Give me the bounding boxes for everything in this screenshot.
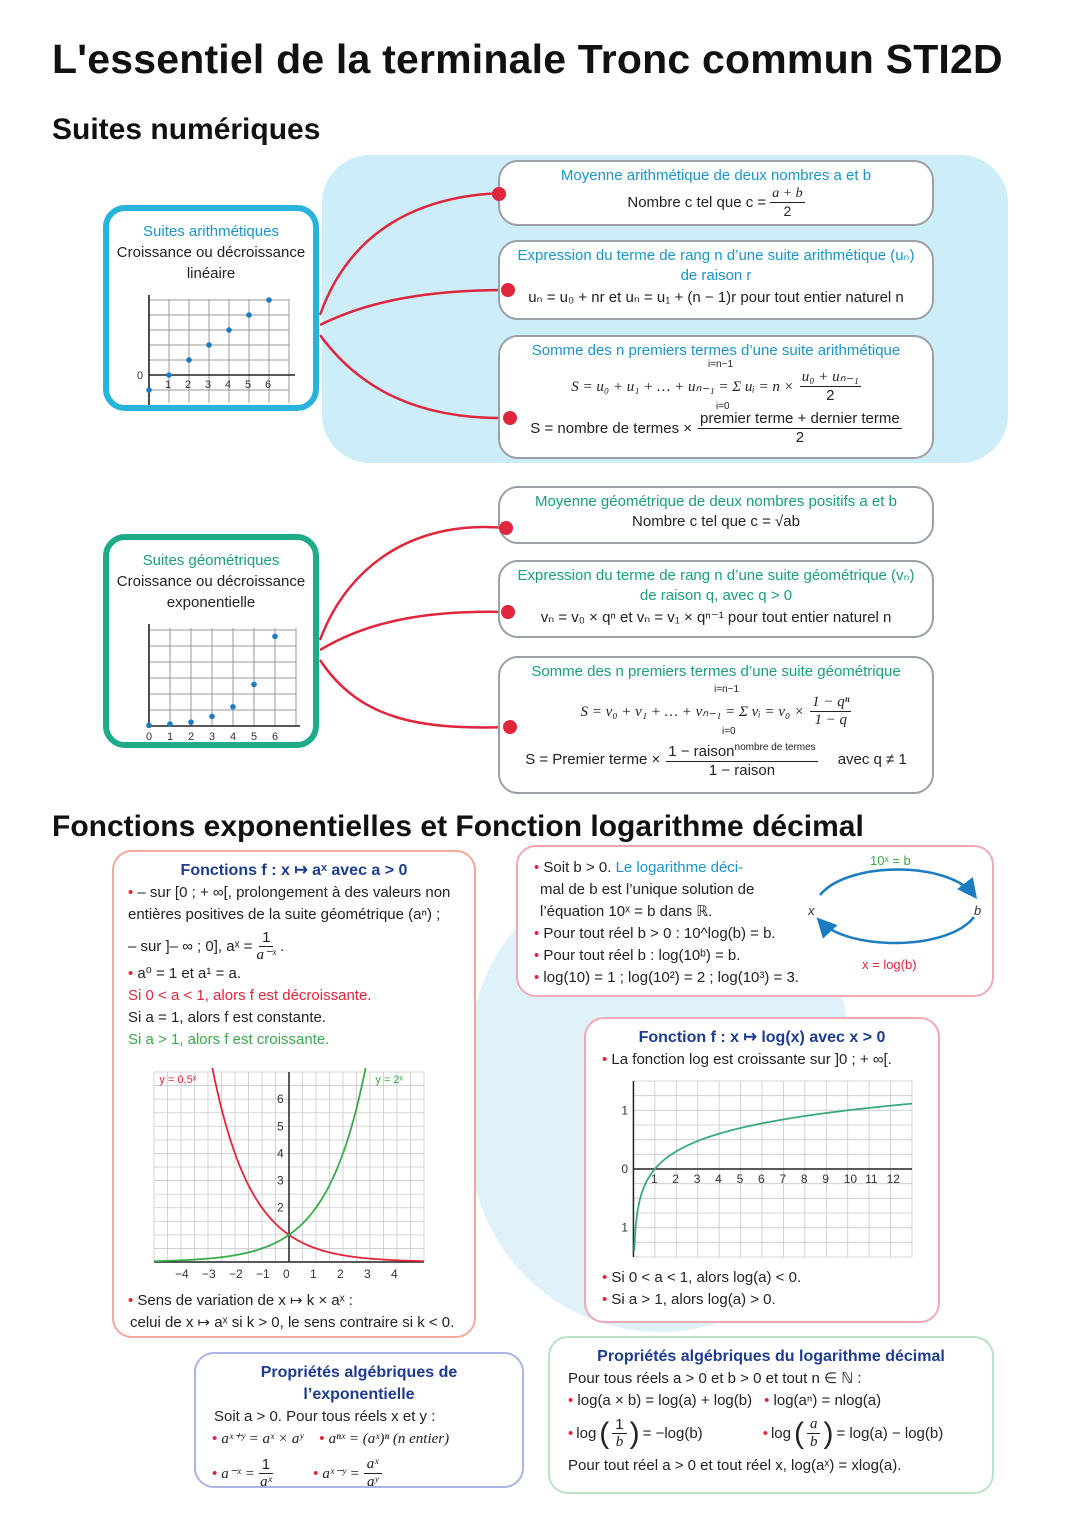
x-tick: 4	[391, 1267, 398, 1281]
geo-card-mean	[498, 486, 934, 544]
y-tick: 4	[277, 1146, 284, 1161]
data-point	[206, 342, 212, 348]
arith-chart	[131, 291, 301, 409]
logfn-line3: • Si a > 1, alors log(a) > 0.	[602, 1291, 776, 1308]
expo-line7: Si a > 1, alors f est croissante.	[128, 1031, 330, 1048]
propexp-line3b-den: aʸ	[366, 1474, 379, 1490]
expo-line1: • – sur [0 ; + ∞[, prolongement à des valeurs non	[128, 884, 451, 901]
proplog-line3a-pre: log	[576, 1424, 597, 1442]
logdef-diagram-b: b	[974, 903, 982, 918]
x-tick: 5	[251, 731, 258, 743]
arith-card-term-text: uₙ = u₀ + nr et uₙ = u₁ + (n − 1)r pour tout entier naturel n	[528, 289, 904, 306]
x-tick: −2	[229, 1267, 243, 1281]
arith-box-title: Suites arithmétiques	[143, 223, 279, 240]
x-tick: 1	[310, 1267, 317, 1281]
geo-card-term-title: Expression du terme de rang n d’une suite géométrique (vₙ)	[517, 567, 915, 584]
y-tick: 3	[277, 1173, 284, 1188]
x-tick: 5	[736, 1172, 744, 1186]
y-tick: 1	[621, 1220, 629, 1235]
proplog-block: Propriétés algébriques du logarithme décimal Pour tous réels a > 0 et b > 0 et tout n ∈ ℕ : • log(a × b) = log(a) + log(b) • log(aⁿ) = nlog(a) • log ( $\frac{1}{b}$ ) = −log(b) • log ( $\frac{a}{b}$ ) = log(a) − log(b) Pour tout réel a > 0 et tout réel x, log(aˣ) = xlog(a).	[548, 1336, 994, 1494]
expo-line3-den: a⁻ˣ	[256, 947, 277, 963]
x-tick: 0	[146, 731, 153, 743]
x-tick: 11	[865, 1172, 878, 1186]
x-tick: 2	[337, 1267, 344, 1281]
y-tick: 6	[277, 1092, 284, 1107]
data-point	[266, 297, 272, 303]
expo-line2: entières positives de la suite géométrique (aⁿ) ;	[128, 906, 441, 923]
x-tick: 1	[650, 1172, 658, 1186]
geo-card-sum-title: Somme des n premiers termes d’une suite géométrique	[531, 663, 901, 680]
arith-card-mean	[498, 160, 934, 226]
proplog-line1: Pour tous réels a > 0 et b > 0 et tout n ∈ ℕ :	[568, 1370, 862, 1387]
data-point	[209, 714, 215, 720]
geo-box-text1: Croissance ou décroissance	[116, 573, 306, 590]
arith-card-sum-line2: S = nombre de termes ×	[530, 419, 693, 437]
geo-card-sum-line2-sup: nombre de termes	[734, 742, 816, 753]
arith-dot-3	[503, 411, 517, 425]
x-tick: 3	[364, 1267, 371, 1281]
x-tick: 3	[693, 1172, 701, 1186]
propexp-title: Propriétés algébriques de l’exponentielle	[260, 1364, 458, 1403]
proplog-line3a-post: = −log(b)	[642, 1424, 703, 1442]
x-tick: −3	[202, 1267, 216, 1281]
data-point	[167, 721, 173, 727]
data-point	[246, 312, 252, 318]
logdef-line4: • Pour tout réel b > 0 : 10^log(b) = b.	[534, 925, 776, 942]
x-tick: 9	[822, 1172, 829, 1186]
geo-card-sum-line2-end: avec q ≠ 1	[837, 750, 907, 768]
x-tick: 10	[843, 1172, 858, 1186]
geo-chart	[131, 622, 301, 746]
x-tick: 5	[245, 379, 252, 391]
series-line-0	[212, 1068, 424, 1261]
x-tick: 4	[715, 1172, 722, 1186]
proplog-line3b-den: b	[809, 1434, 818, 1450]
x-tick: 2	[185, 379, 192, 391]
x-tick: 6	[272, 731, 279, 743]
arith-box	[103, 205, 319, 411]
arith-card-mean-num: a + b	[772, 186, 803, 201]
y-tick: 5	[277, 1119, 284, 1134]
y-tick: 1	[621, 1103, 629, 1118]
series-label: y = 0,5ˣ	[159, 1073, 197, 1086]
proplog-line3a-den: b	[615, 1434, 624, 1450]
logdef-diagram-bottom: x = log(b)	[862, 957, 917, 972]
x-tick: 4	[225, 379, 232, 391]
logdef-diagram-x: x	[808, 903, 815, 918]
arith-card-term	[498, 240, 934, 320]
propexp-line2b: • aⁿˣ = (aˣ)ⁿ (n entier)	[319, 1430, 450, 1447]
propexp-line3a-den: aˣ	[260, 1474, 272, 1490]
x-tick: 1	[167, 731, 174, 743]
data-point	[251, 682, 257, 688]
propexp-line2a: • aˣ⁺ʸ = aˣ × aʸ	[212, 1430, 304, 1447]
proplog-line3b-pre: log	[770, 1424, 791, 1442]
logdef-line3: l’équation 10ˣ = b dans ℝ.	[540, 903, 713, 920]
x-tick: 8	[800, 1172, 808, 1186]
y-tick: 2	[277, 1200, 284, 1215]
logfn-line1: • La fonction log est croissante sur ]0 ; + ∞[.	[602, 1051, 892, 1068]
geo-card-sum-num: 1 − qⁿ	[812, 694, 850, 710]
geo-card-sum-line2-num: 1 − raison	[668, 743, 735, 760]
data-point	[230, 704, 236, 710]
propexp-line3a-num: 1	[259, 1456, 273, 1474]
geo-box-title: Suites géométriques	[142, 552, 280, 569]
logdef-diagram	[808, 851, 988, 975]
data-point	[226, 327, 232, 333]
propexp-block: Propriétés algébriques de l’exponentielle Soit a > 0. Pour tous réels x et y : • aˣ⁺ʸ = aˣ × aʸ • aⁿˣ = (aˣ)ⁿ (n entier) • a⁻ˣ = $\frac{1}{\text{aˣ}}$ • aˣ⁻ʸ = $\frac{\text{aˣ}}{\text{aʸ}}$	[194, 1352, 524, 1488]
propexp-line3b-num: aˣ	[364, 1456, 382, 1474]
x-tick: 2	[672, 1172, 679, 1186]
logdef-line2: mal de b est l’unique solution de	[540, 881, 755, 898]
x-tick: 4	[230, 731, 237, 743]
logdef-block	[516, 845, 994, 997]
data-point	[186, 357, 192, 363]
expo-line5: Si 0 < a < 1, alors f est décroissante.	[128, 987, 372, 1004]
arith-card-sum-line2-den: 2	[795, 429, 805, 446]
arith-card-sum-title: Somme des n premiers termes d’une suite arithmétique	[531, 342, 901, 359]
expo-line3: – sur ]– ∞ ; 0], aˣ =	[128, 937, 253, 955]
arith-dot-2	[501, 283, 515, 297]
expo-line8: • Sens de variation de x ↦ k × aˣ :	[128, 1292, 353, 1309]
arith-card-sum-top: i=n−1	[708, 359, 734, 370]
origin-label: 0	[137, 370, 144, 382]
geo-card-term-text: vₙ = v₀ × qⁿ et vₙ = v₁ × qⁿ⁻¹ pour tout entier naturel n	[540, 609, 892, 626]
x-tick: 0	[283, 1267, 290, 1281]
expo-chart	[148, 1068, 448, 1288]
proplog-title: Propriétés algébriques du logarithme décimal	[597, 1348, 945, 1365]
data-point	[166, 372, 172, 378]
proplog-line3b-num: a	[807, 1416, 821, 1434]
geo-card-sum	[498, 656, 934, 794]
geo-dot-2	[501, 605, 515, 619]
expo-line3-num: 1	[259, 930, 273, 947]
geo-card-mean-title: Moyenne géométrique de deux nombres positifs a et b	[535, 493, 897, 510]
geo-card-sum-line2: S = Premier terme ×	[525, 750, 661, 768]
y-tick: 0	[621, 1162, 629, 1176]
logfn-block	[584, 1017, 940, 1323]
expo-line4: • a⁰ = 1 et a¹ = a.	[128, 965, 242, 982]
x-tick: −1	[256, 1267, 270, 1281]
series-line-1	[154, 1068, 366, 1261]
logdef-diagram-top: 10ˣ = b	[870, 853, 911, 868]
logfn-line2: • Si 0 < a < 1, alors log(a) < 0.	[602, 1269, 802, 1286]
logfn-chart	[602, 1077, 922, 1267]
x-tick: 2	[188, 731, 195, 743]
geo-card-sum-line2-den: 1 − raison	[708, 762, 776, 779]
proplog-line2a: • log(a × b) = log(a) + log(b)	[568, 1392, 753, 1409]
series-label: y = 2ˣ	[375, 1073, 404, 1086]
arith-card-sum-bot: i=0	[716, 401, 730, 412]
x-tick: 1	[165, 379, 172, 391]
geo-card-term-title2: de raison q, avec q > 0	[639, 587, 793, 604]
x-tick: 6	[265, 379, 272, 391]
geo-dot-3	[503, 720, 517, 734]
logdef-line6: • log(10) = 1 ; log(10²) = 2 ; log(10³) = 3.	[534, 969, 799, 986]
logdef-line1: • Soit b > 0. Le logarithme déci-	[534, 859, 744, 876]
arith-card-mean-text: Nombre c tel que c =	[627, 193, 767, 211]
geo-card-sum-bot: i=0	[722, 726, 736, 737]
arith-card-term-title2: de raison r	[680, 267, 752, 284]
geo-dot-1	[499, 521, 513, 535]
data-point	[146, 387, 152, 393]
proplog-line3a-num: 1	[612, 1416, 626, 1434]
x-tick: 3	[205, 379, 212, 391]
geo-card-mean-text: Nombre c tel que c = √ab	[632, 513, 800, 530]
proplog-line2b: • log(aⁿ) = nlog(a)	[764, 1392, 882, 1409]
geo-card-term	[498, 560, 934, 638]
logdef-line5: • Pour tout réel b : log(10ᵇ) = b.	[534, 947, 741, 964]
data-point	[272, 634, 278, 640]
geo-box-text2: exponentielle	[166, 594, 256, 611]
arith-card-term-title: Expression du terme de rang n d’une suite arithmétique (uₙ)	[517, 247, 915, 264]
arith-card-sum-formula: S = u₀ + u₁ + … + uₙ₋₁ = Σ uᵢ = n ×	[571, 378, 794, 395]
geo-box	[103, 534, 319, 748]
arith-card-sum	[498, 335, 934, 459]
geo-card-sum-formula: S = v₀ + v₁ + … + vₙ₋₁ = Σ vᵢ = v₀ ×	[580, 703, 805, 720]
expo-title: Fonctions f : x ↦ aˣ avec a > 0	[180, 862, 408, 879]
arith-card-sum-line2-num: premier terme + dernier terme	[700, 410, 900, 427]
geo-card-sum-den: 1 − q	[814, 712, 848, 728]
x-tick: 6	[758, 1172, 765, 1186]
geo-card-sum-top: i=n−1	[714, 684, 740, 695]
x-tick: −4	[175, 1267, 189, 1281]
expo-line6: Si a = 1, alors f est constante.	[128, 1009, 327, 1026]
propexp-line3a: a⁻ˣ =	[221, 1465, 255, 1482]
propexp-line1: Soit a > 0. Pour tous réels x et y :	[214, 1408, 436, 1425]
arith-card-sum-num: u₀ + uₙ₋₁	[801, 369, 859, 385]
x-tick: 3	[209, 731, 216, 743]
section-title-fonctions: Fonctions exponentielles et Fonction logarithme décimal	[52, 810, 864, 843]
data-point	[146, 723, 152, 729]
page-title: L'essentiel de la terminale Tronc commun STI2D	[52, 36, 1003, 82]
x-tick: 12	[886, 1172, 900, 1186]
expo-block: Fonctions f : x ↦ aˣ avec a > 0 • – sur [0 ; + ∞[, prolongement à des valeurs non entières positives de la suite géométrique (aⁿ) ; – sur ]– ∞ ; 0], aˣ = $\frac{1}{\text{a⁻ˣ}}$ . • a⁰ = 1 et a¹ = a. Si 0 < a < 1, alors f est décroissante. Si a = 1, alors f est constante. Si a > 1, alors f est croissante. −4 −3 −2 −1 0 1 2 3 4 2 3 4 5 6 y = 0,5ˣ y = 2ˣ • Sens de variation de x ↦ k × aˣ : celui de x ↦ aˣ si k > 0, le sens contraire si k < 0.	[112, 850, 476, 1338]
arith-box-text2: linéaire	[186, 265, 236, 282]
expo-line9: celui de x ↦ aˣ si k > 0, le sens contraire si k < 0.	[130, 1314, 455, 1331]
proplog-line3b-post: = log(a) − log(b)	[836, 1424, 944, 1442]
arith-box-text1: Croissance ou décroissance	[116, 244, 306, 261]
section-title-suites: Suites numériques	[52, 113, 321, 146]
data-point	[188, 719, 194, 725]
x-tick: 7	[779, 1172, 787, 1186]
propexp-line3b: aˣ⁻ʸ =	[322, 1465, 360, 1482]
arith-dot-1	[492, 187, 506, 201]
arith-card-mean-title: Moyenne arithmétique de deux nombres a et b	[560, 167, 872, 184]
arith-card-sum-den: 2	[826, 387, 835, 404]
arith-card-mean-den: 2	[783, 203, 792, 219]
logfn-title: Fonction f : x ↦ log(x) avec x > 0	[638, 1029, 886, 1046]
proplog-line4: Pour tout réel a > 0 et tout réel x, log(aˣ) = xlog(a).	[568, 1457, 902, 1474]
